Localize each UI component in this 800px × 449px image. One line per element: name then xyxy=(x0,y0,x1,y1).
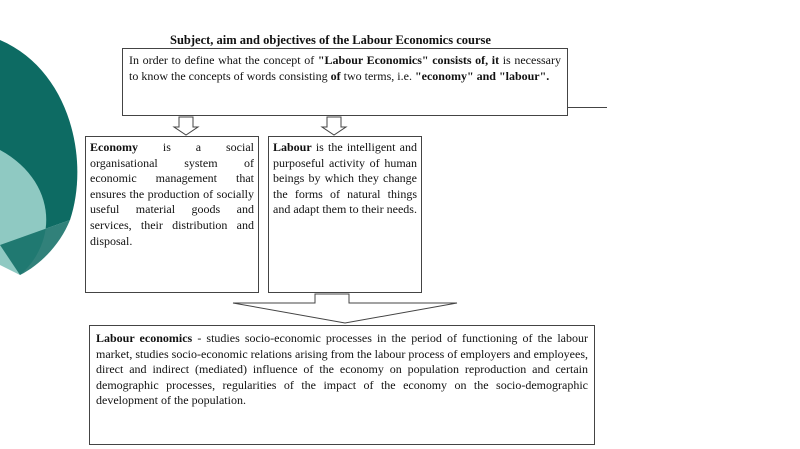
arrow-to-economy xyxy=(174,117,198,135)
intro-text-3: two terms, i.e. xyxy=(340,68,415,83)
economy-box xyxy=(85,136,259,293)
economy-term: Economy xyxy=(90,140,138,154)
intro-bold-1: "Labour Economics" consists of, it xyxy=(317,53,500,67)
labour-box xyxy=(268,136,422,293)
intro-text-2: is necessary to know the concepts of words consisting xyxy=(129,53,561,83)
connector-line xyxy=(568,107,607,108)
labour-term: Labour xyxy=(273,140,312,154)
labour-economics-box xyxy=(89,325,595,445)
labour-definition: is the intelligent and purposeful activity of human beings by which they change the forms of natural things and adapt them to their needs. xyxy=(273,140,417,217)
intro-bold-2: of xyxy=(330,68,341,83)
economy-definition: is a social organisational system of economic management that ensures the production of socially useful material goods and services, their distribution and disposal. xyxy=(90,140,254,248)
diagram-title: Subject, aim and objectives of the Labour Economics course xyxy=(170,33,491,47)
intro-box xyxy=(122,48,568,116)
labour-economics-definition: - studies socio-economic processes in the period of functioning of the labour market, studies socio-economic relations arising from the labour process of employers and employees, direct and indirect (mediated) influence of the economy on population reproduction and certain demographic processes, regularities of the impact of the economy on the socio-demographic development of the population. xyxy=(96,331,588,408)
intro-bold-3: "economy" and "labour". xyxy=(414,68,550,83)
arrow-to-labour xyxy=(322,117,346,135)
intro-text-1: In order to define what the concept of xyxy=(129,53,318,67)
arrow-to-labour-economics xyxy=(233,294,457,323)
labour-economics-term: Labour economics xyxy=(96,331,193,345)
